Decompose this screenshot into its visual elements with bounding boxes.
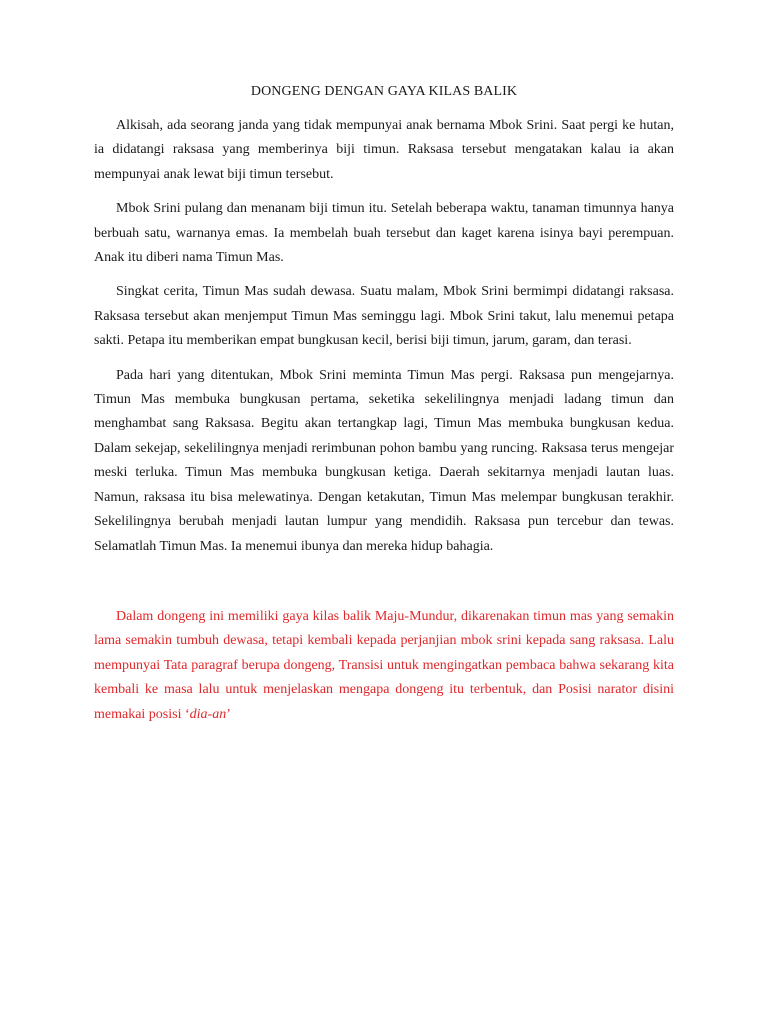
analysis-note — [94, 605, 674, 727]
analysis-note-closing: ’ — [226, 706, 231, 722]
paragraph-2: Mbok Srini pulang dan menanam biji timun itu. Setelah beberapa waktu, tanaman timunnya hanya berbuah satu, warnanya emas. Ia membelah buah tersebut dan kaget karena isinya bayi perempuan. Anak itu diberi nama Timun Mas. — [94, 201, 674, 266]
paragraph-1: Alkisah, ada seorang janda yang tidak mempunyai anak bernama Mbok Srini. Saat pergi ke hutan, ia didatangi raksasa yang memberinya biji timun. Raksasa tersebut mengatakan kalau ia akan mempunyai anak lewat biji timun tersebut. — [94, 118, 674, 182]
analysis-note-text: Dalam dongeng ini memiliki gaya kilas balik Maju-Mundur, dikarenakan timun mas yang semakin lama semakin tumbuh dewasa, tetapi kembali kepada perjanjian mbok srini kepada sang raksasa. Lalu mempunyai Tata paragraf berupa dongeng, Transisi untuk mengingatkan pembaca bahwa sekarang kita kembali ke masa lalu untuk menjelaskan mengapa dongeng itu terbentuk, dan Posisi narator disini memakai posisi ‘ — [94, 608, 674, 722]
document-title: DONGENG DENGAN GAYA KILAS BALIK — [250, 84, 518, 99]
paragraph-4: Pada hari yang ditentukan, Mbok Srini meminta Timun Mas pergi. Raksasa pun mengejarnya. Timun Mas membuka bungkusan pertama, seketika sekelilingnya menjadi ladang timun dan menghambat sang Raksasa. Begitu akan tertangkap lagi, Timun Mas membuka bungkusan kedua. Dalam sekejap, sekelilingnya menjadi rerimbunan pohon bambu yang runcing. Raksasa terus mengejar meski terluka. Timun Mas membuka bungkusan ketiga. Daerah sekitarnya menjadi lautan luas. Namun, raksasa itu bisa melewatinya. Dengan ketakutan, Timun Mas melempar bungkusan terakhir. Sekelilingnya berubah menjadi lautan lumpur yang mendidih. Raksasa pun tercebur dan tewas. Selamatlah Timun Mas. Ia menemui ibunya dan mereka hidup bahagia. — [94, 367, 674, 554]
paragraph-3: Singkat cerita, Timun Mas sudah dewasa. Suatu malam, Mbok Srini bermimpi didatangi raksasa. Raksasa tersebut akan menjemput Timun Mas seminggu lagi. Mbok Srini takut, lalu menemui petapa sakti. Petapa itu memberikan empat bungkusan kecil, berisi biji timun, jarum, garam, dan terasi. — [94, 284, 674, 349]
analysis-note-emphasis: dia-an — [189, 706, 227, 722]
